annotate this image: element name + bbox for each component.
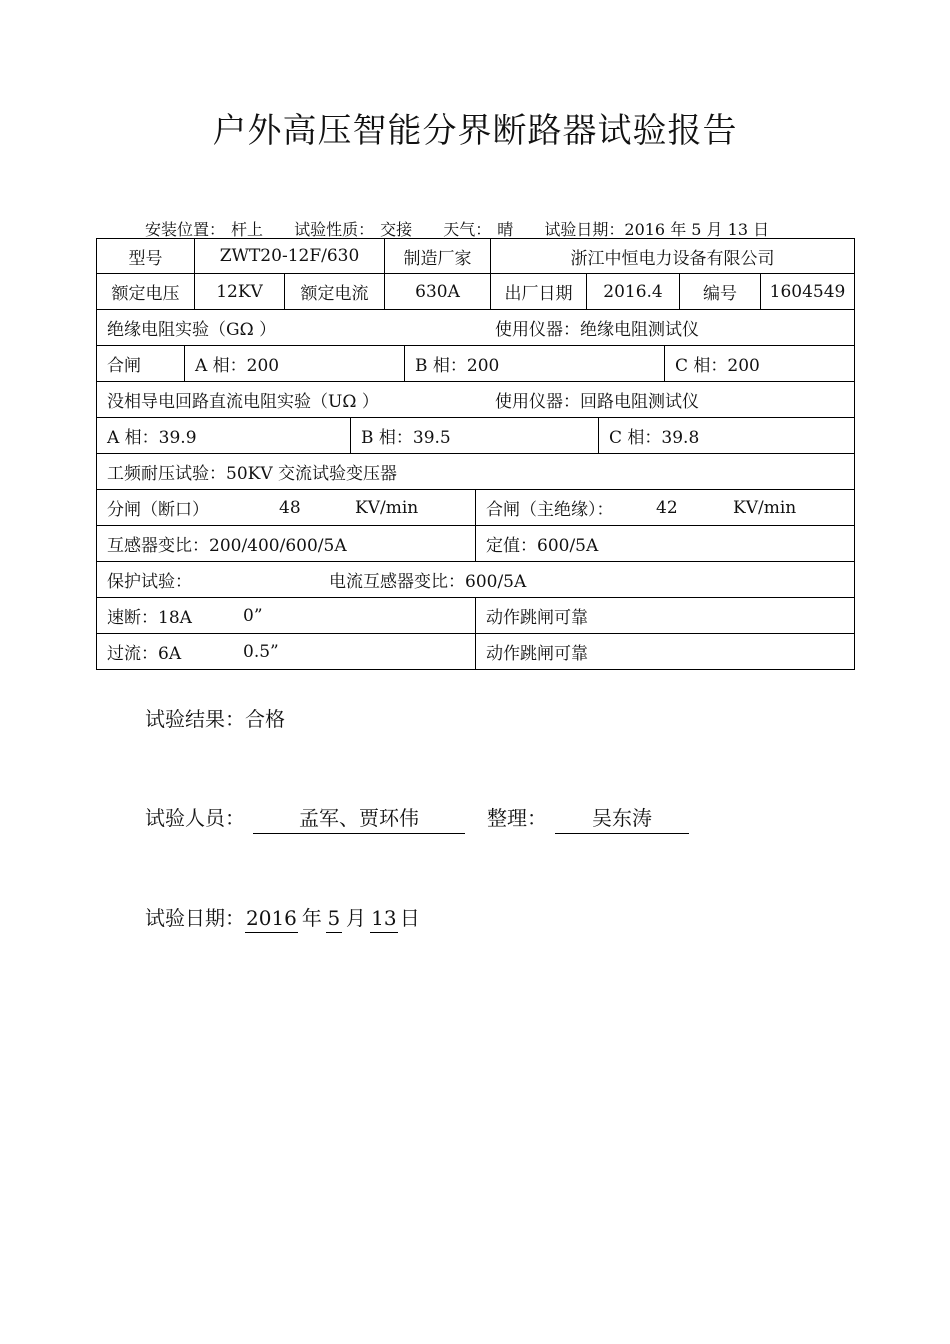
insulation-label: 绝缘电阻实验（GΩ ） <box>107 320 277 340</box>
report-title: 户外高压智能分界断路器试验报告 <box>212 111 738 151</box>
info-line <box>145 217 769 240</box>
test-date-value: 2016 年 5 月 13 日 <box>624 220 770 239</box>
close-withstand-value: 42 <box>656 497 678 518</box>
footer-date-month-unit: 月 <box>345 906 366 930</box>
test-table <box>96 238 855 670</box>
overcurrent-time: 0.5” <box>243 641 279 662</box>
table-row <box>96 238 855 274</box>
close-withstand-cell <box>476 490 854 525</box>
open-withstand-unit: KV/min <box>355 497 419 518</box>
overcurrent-label: 过流：6A <box>107 644 182 664</box>
overcurrent-cell <box>97 634 476 669</box>
footer-date-month: 5 <box>326 906 342 933</box>
insulation-close-label: 合闸 <box>97 346 185 381</box>
close-withstand-label: 合闸（主绝缘）： <box>486 500 614 520</box>
setting-value: 定值：600/5A <box>486 536 599 556</box>
result-value: 合格 <box>245 707 285 731</box>
location-value: 杆上 <box>231 220 264 239</box>
footer-date-year: 2016 <box>245 906 298 933</box>
rated-voltage-label: 额定电压 <box>97 274 195 309</box>
instant-trip-label: 速断：18A <box>107 608 192 628</box>
model-value: ZWT20-12F/630 <box>195 239 385 273</box>
serial-label: 编号 <box>680 274 761 309</box>
rated-current-label: 额定电流 <box>285 274 385 309</box>
table-row <box>96 526 855 562</box>
overcurrent-result: 动作跳闸可靠 <box>486 644 588 664</box>
table-row <box>96 634 855 670</box>
factory-date-label: 出厂日期 <box>491 274 587 309</box>
open-withstand-cell <box>97 490 476 525</box>
footer-date-label: 试验日期： <box>145 906 245 930</box>
rated-voltage-value: 12KV <box>195 274 285 309</box>
rated-current-value: 630A <box>385 274 491 309</box>
table-row <box>96 418 855 454</box>
instant-trip-time: 0” <box>243 605 263 626</box>
arranger-name: 吴东涛 <box>555 802 689 834</box>
weather-value: 晴 <box>497 220 514 239</box>
instant-trip-result: 动作跳闸可靠 <box>486 608 588 628</box>
location-label: 安装位置： <box>145 220 226 239</box>
footer-date-year-unit: 年 <box>301 906 322 930</box>
tester-names: 孟军、贾环伟 <box>253 802 465 834</box>
tester-label: 试验人员： <box>145 806 245 830</box>
protection-label: 保护试验： <box>107 572 192 592</box>
ct-ratio: 互感器变比：200/400/600/5A <box>97 526 476 561</box>
model-label: 型号 <box>97 239 195 273</box>
arranger-label: 整理： <box>487 806 547 830</box>
insulation-instrument: 使用仪器：绝缘电阻测试仪 <box>495 320 699 340</box>
withstand-label: 工频耐压试验：50KV 交流试验变压器 <box>107 464 398 484</box>
table-row <box>96 562 855 598</box>
maker-value: 浙江中恒电力设备有限公司 <box>570 248 775 269</box>
open-withstand-label: 分闸（断口） <box>107 500 209 520</box>
footer-date-day-unit: 日 <box>399 906 420 930</box>
open-withstand-value: 48 <box>279 497 301 518</box>
instant-trip-cell <box>97 598 476 633</box>
insulation-phase-a: A 相：200 <box>185 346 405 381</box>
weather-label: 天气： <box>443 220 492 239</box>
table-row <box>96 274 855 310</box>
signature-line <box>145 802 689 834</box>
factory-date-value: 2016.4 <box>587 274 680 309</box>
dc-phase-c: C 相：39.8 <box>609 428 700 448</box>
close-withstand-unit: KV/min <box>733 497 797 518</box>
table-row <box>96 382 855 418</box>
nature-value: 交接 <box>380 220 413 239</box>
table-row <box>96 346 855 382</box>
insulation-phase-c: C 相：200 <box>675 356 760 376</box>
dc-phase-a: A 相：39.9 <box>97 418 351 453</box>
serial-value: 1604549 <box>769 281 846 302</box>
test-date-label: 试验日期： <box>544 220 625 239</box>
result-label: 试验结果： <box>145 707 245 731</box>
footer-date-day: 13 <box>370 906 398 933</box>
table-row <box>96 310 855 346</box>
footer-date <box>145 902 420 933</box>
dc-phase-b: B 相：39.5 <box>351 418 599 453</box>
maker-label: 制造厂家 <box>385 239 491 273</box>
insulation-phase-b: B 相：200 <box>405 346 665 381</box>
protection-ct-ratio: 电流互感器变比：600/5A <box>329 572 527 592</box>
table-row <box>96 490 855 526</box>
dc-resistance-instrument: 使用仪器：回路电阻测试仪 <box>495 392 699 412</box>
nature-label: 试验性质： <box>294 220 375 239</box>
dc-resistance-label: 没相导电回路直流电阻实验（UΩ ） <box>107 392 379 412</box>
table-row <box>96 454 855 490</box>
test-result <box>145 703 285 732</box>
table-row <box>96 598 855 634</box>
